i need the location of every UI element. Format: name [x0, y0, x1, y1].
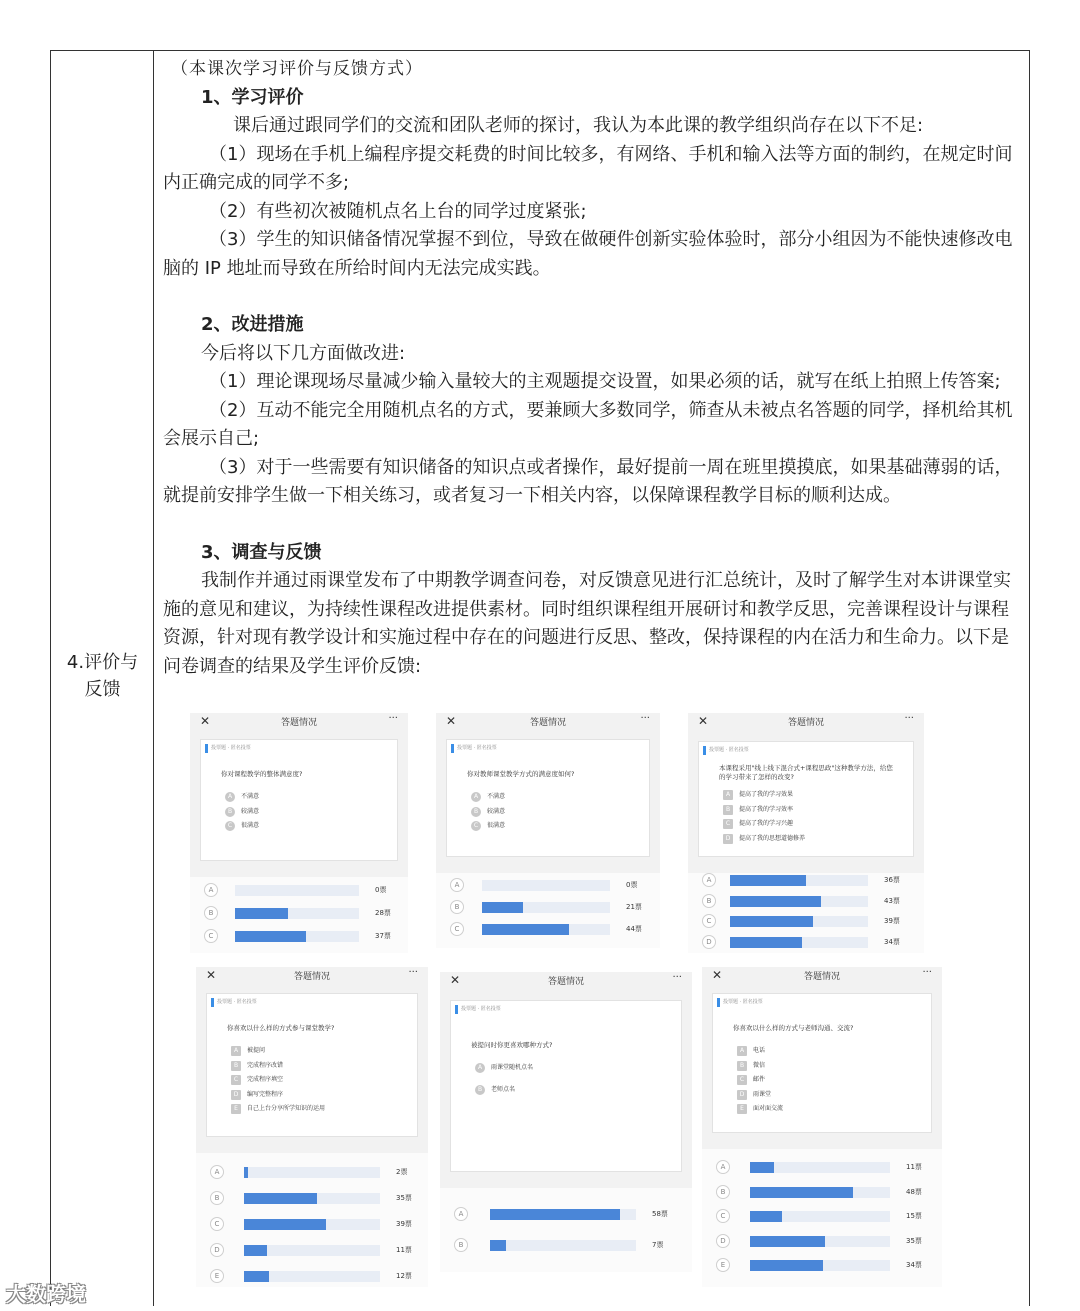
- result-bar-track: [482, 924, 610, 935]
- survey-option: [231, 1104, 325, 1114]
- result-vote-count: 58票: [652, 1210, 668, 1218]
- more-icon[interactable]: ···: [640, 713, 650, 724]
- tag-marker-icon: [211, 998, 214, 1007]
- option-letter-badge: B: [475, 1085, 485, 1095]
- result-bar-track: [235, 931, 359, 942]
- option-label: 面对面交流: [753, 1105, 784, 1112]
- watermark-text: 大数跨境: [6, 1282, 86, 1306]
- result-bar-track: [244, 1219, 380, 1230]
- survey-option: [471, 821, 505, 831]
- survey-option: [225, 807, 259, 817]
- result-row: [702, 935, 918, 949]
- result-vote-count: 35票: [396, 1194, 412, 1202]
- option-letter-badge: C: [723, 819, 733, 829]
- survey-title: 答题情况: [787, 718, 824, 728]
- evaluation-item: （3）学生的知识储备情况掌握不到位，导致在做硬件创新实验体验时，部分小组因为不能快速修改电脑的 IP 地址而导致在所给时间内无法完成实践。: [163, 229, 1013, 279]
- survey-phone-view: [440, 972, 692, 1188]
- content-cell: [163, 55, 1013, 681]
- tag-marker-icon: [717, 998, 720, 1007]
- result-letter: D: [210, 1243, 224, 1257]
- survey-results: [450, 878, 654, 944]
- result-bar-fill: [750, 1187, 853, 1198]
- result-letter: A: [450, 878, 464, 892]
- section-heading-survey: 3、调查与反馈: [201, 541, 322, 563]
- result-letter: A: [702, 873, 716, 887]
- result-letter: B: [702, 894, 716, 908]
- result-letter: C: [450, 922, 464, 936]
- result-vote-count: 34票: [906, 1261, 922, 1269]
- survey-results: [210, 1165, 422, 1295]
- result-row: [716, 1209, 936, 1223]
- result-letter: A: [210, 1165, 224, 1179]
- survey-tag: 投票题 · 匿名投票: [461, 1006, 501, 1012]
- result-bar-track: [730, 896, 868, 907]
- survey-question: 你喜欢以什么样的方式与老师沟通、交流?: [733, 1024, 854, 1032]
- survey-option: [231, 1061, 283, 1071]
- option-letter-badge: A: [737, 1046, 747, 1056]
- option-letter-badge: D: [737, 1090, 747, 1100]
- result-bar-fill: [244, 1245, 267, 1256]
- survey-option: [737, 1090, 771, 1100]
- survey-option: [225, 792, 259, 802]
- result-bar-fill: [244, 1167, 248, 1178]
- survey-tag: 投票题 · 匿名投票: [709, 747, 749, 753]
- survey-option: [723, 819, 793, 829]
- survey-option: [737, 1046, 765, 1056]
- result-bar-track: [730, 916, 868, 927]
- survey-option: [475, 1063, 533, 1073]
- result-vote-count: 39票: [884, 917, 900, 925]
- result-vote-count: 12票: [396, 1272, 412, 1280]
- survey-option: [231, 1075, 283, 1085]
- result-bar-fill: [730, 916, 813, 927]
- tag-marker-icon: [703, 746, 706, 755]
- survey-title: 答题情况: [803, 972, 840, 982]
- survey-topbar: [436, 713, 660, 731]
- survey-phone-view: [190, 713, 408, 877]
- tag-marker-icon: [451, 744, 454, 753]
- survey-question: 你对教师课堂教学方式的满意度如何?: [467, 770, 575, 778]
- result-letter: C: [702, 914, 716, 928]
- survey-title: 答题情况: [529, 718, 566, 728]
- result-letter: C: [716, 1209, 730, 1223]
- result-row: [702, 914, 918, 928]
- close-icon[interactable]: ✕: [200, 714, 211, 728]
- survey-option: [231, 1090, 283, 1100]
- option-label: 雨课堂随机点名: [491, 1064, 534, 1071]
- more-icon[interactable]: ···: [904, 713, 914, 724]
- result-vote-count: 2票: [396, 1168, 408, 1176]
- survey-option: [737, 1104, 783, 1114]
- result-letter: C: [210, 1217, 224, 1231]
- survey-title: 答题情况: [293, 972, 330, 982]
- option-label: 老师点名: [491, 1086, 516, 1093]
- more-icon[interactable]: ···: [672, 972, 682, 983]
- survey-phone-view: [196, 967, 428, 1153]
- option-letter-badge: B: [723, 805, 733, 815]
- result-bar-fill: [490, 1209, 620, 1220]
- improvement-intro: 今后将以下几方面做改进:: [201, 342, 406, 364]
- survey-question: 你喜欢以什么样的方式参与课堂教学?: [227, 1024, 335, 1032]
- result-vote-count: 36票: [884, 876, 900, 884]
- result-bar-track: [750, 1236, 890, 1247]
- result-letter: A: [716, 1160, 730, 1174]
- survey-title: 答题情况: [280, 718, 317, 728]
- section-heading-improvement: 2、改进措施: [201, 314, 304, 335]
- result-letter: D: [716, 1234, 730, 1248]
- option-letter-badge: B: [471, 807, 481, 817]
- close-icon[interactable]: ✕: [712, 968, 723, 982]
- option-letter-badge: A: [225, 792, 235, 802]
- option-letter-badge: A: [231, 1046, 241, 1056]
- result-bar-track: [750, 1260, 890, 1271]
- survey-tag: 投票题 · 匿名投票: [457, 745, 497, 751]
- option-letter-badge: E: [737, 1104, 747, 1114]
- result-bar-track: [244, 1193, 380, 1204]
- option-label: 雨课堂: [753, 1090, 772, 1098]
- result-bar-fill: [490, 1240, 506, 1251]
- survey-tag: 投票题 · 匿名投票: [723, 999, 763, 1005]
- evaluation-intro: 课后通过跟同学们的交流和团队老师的探讨，我认为本此课的教学组织尚存在以下不足:: [233, 115, 924, 136]
- result-row: [204, 883, 402, 897]
- result-row: [716, 1258, 936, 1272]
- result-bar-fill: [244, 1193, 317, 1204]
- result-bar-fill: [750, 1162, 774, 1173]
- result-vote-count: 0票: [626, 881, 638, 889]
- result-row: [210, 1243, 422, 1257]
- result-letter: B: [210, 1191, 224, 1205]
- option-label: 提高了我的学习效率: [739, 805, 794, 813]
- option-label: 微信: [753, 1061, 766, 1069]
- survey-option: [471, 792, 505, 802]
- option-letter-badge: D: [231, 1090, 241, 1100]
- option-letter-badge: C: [225, 821, 235, 831]
- result-vote-count: 35票: [906, 1236, 922, 1245]
- survey-topbar: [702, 967, 942, 985]
- survey-results: [204, 883, 402, 952]
- survey-question: 被提问时你更喜欢哪种方式?: [471, 1041, 553, 1049]
- survey-screenshot: [702, 967, 942, 1287]
- survey-screenshot: [190, 713, 408, 953]
- result-row: [204, 906, 402, 920]
- survey-phone-view: [436, 713, 660, 873]
- option-letter-badge: A: [475, 1063, 485, 1073]
- option-letter-badge: C: [471, 821, 481, 831]
- result-bar-track: [244, 1245, 380, 1256]
- result-bar-track: [750, 1162, 890, 1173]
- survey-question-card: [446, 739, 650, 857]
- result-bar-track: [482, 902, 610, 913]
- survey-option: [471, 807, 505, 817]
- close-icon[interactable]: ✕: [206, 968, 217, 982]
- result-bar-fill: [235, 931, 306, 942]
- survey-option: [737, 1061, 765, 1071]
- result-row: [702, 873, 918, 887]
- survey-body: 我制作并通过雨课堂发布了中期教学调查问卷，对反馈意见进行汇总统计，及时了解学生对本讲课堂实施的意见和建议，为持续性课程改进提供素材。同时组织课程组开展研讨和教学反思，完善课程设计与课程资源，针对现有教学设计和实施过程中存在的问题进行反思、整改，保持课程的内在活力和生命力。以下是问卷调查的结果及学生评价反馈:: [163, 570, 1011, 677]
- result-row: [450, 878, 654, 892]
- option-label: 提高了我的学习兴趣: [739, 820, 794, 827]
- result-bar-track: [235, 908, 359, 919]
- option-letter-badge: B: [737, 1061, 747, 1071]
- result-vote-count: 0票: [375, 886, 387, 894]
- option-label: 很满意: [487, 822, 506, 829]
- result-bar-track: [244, 1271, 380, 1282]
- survey-screenshot: [196, 967, 428, 1287]
- option-letter-badge: E: [231, 1104, 241, 1114]
- option-label: 较满意: [487, 807, 506, 815]
- survey-topbar: [688, 713, 924, 731]
- tag-marker-icon: [205, 744, 208, 753]
- result-vote-count: 15票: [906, 1212, 922, 1220]
- option-label: 编写完整程序: [247, 1090, 284, 1098]
- survey-topbar: [440, 972, 692, 990]
- result-vote-count: 28票: [375, 909, 391, 917]
- more-icon[interactable]: ···: [922, 967, 932, 978]
- option-letter-badge: A: [723, 790, 733, 800]
- result-vote-count: 34票: [884, 937, 900, 946]
- result-bar-track: [750, 1187, 890, 1198]
- survey-question-card: [200, 739, 398, 861]
- survey-option: [225, 821, 259, 831]
- survey-screenshot: [440, 972, 692, 1272]
- more-icon[interactable]: ···: [388, 713, 398, 724]
- result-bar-fill: [730, 937, 802, 948]
- option-label: 不满意: [487, 793, 506, 800]
- improvement-item: （2）互动不能完全用随机点名的方式，要兼顾大多数同学，筛查从未被点名答题的同学，择机给其机会展示自己;: [163, 399, 1013, 449]
- result-vote-count: 7票: [652, 1241, 664, 1249]
- survey-option: [475, 1085, 515, 1095]
- result-vote-count: 21票: [626, 903, 642, 911]
- result-bar-track: [730, 875, 868, 886]
- result-letter: B: [204, 906, 218, 920]
- option-label: 自己上台分享所学知识的运用: [247, 1105, 326, 1112]
- survey-option: [737, 1075, 765, 1085]
- result-bar-fill: [244, 1271, 269, 1282]
- result-bar-fill: [730, 875, 806, 886]
- result-letter: D: [702, 935, 716, 949]
- result-bar-fill: [482, 924, 569, 935]
- survey-question: 你对课程教学的整体满意度?: [221, 770, 303, 778]
- option-label: 不满意: [241, 793, 260, 800]
- survey-option: [231, 1046, 265, 1056]
- close-icon[interactable]: ✕: [698, 714, 709, 728]
- option-letter-badge: A: [471, 792, 481, 802]
- option-label: 电话: [753, 1047, 766, 1054]
- close-icon[interactable]: ✕: [450, 973, 461, 987]
- result-vote-count: 37票: [375, 932, 391, 940]
- survey-tag: 投票题 · 匿名投票: [217, 999, 257, 1005]
- caption: （本课次学习评价与反馈方式）: [171, 59, 423, 79]
- tag-marker-icon: [455, 1005, 458, 1014]
- survey-title: 答题情况: [547, 977, 584, 987]
- survey-results: [702, 873, 918, 955]
- option-label: 很满意: [241, 822, 260, 829]
- result-row: [210, 1269, 422, 1283]
- result-bar-fill: [750, 1236, 825, 1247]
- result-bar-track: [235, 885, 359, 896]
- survey-option: [723, 790, 793, 800]
- survey-question-card: [712, 993, 932, 1133]
- result-vote-count: 11票: [396, 1246, 412, 1254]
- option-label: 提高了我的思想道德修养: [739, 834, 806, 842]
- result-letter: E: [716, 1258, 730, 1272]
- evaluation-item: （2）有些初次被随机点名上台的同学过度紧张;: [209, 200, 587, 222]
- survey-screenshot: [436, 713, 660, 948]
- option-letter-badge: C: [737, 1075, 747, 1085]
- result-bar-track: [750, 1211, 890, 1222]
- result-letter: E: [210, 1269, 224, 1283]
- result-bar-fill: [750, 1211, 782, 1222]
- survey-screenshot: [688, 713, 924, 953]
- result-row: [702, 894, 918, 908]
- result-letter: A: [454, 1207, 468, 1221]
- option-label: 提高了我的学习效果: [739, 791, 794, 798]
- section-heading-evaluation: 1、学习评价: [201, 86, 304, 108]
- row-label-line2: 反馈: [84, 679, 121, 700]
- result-letter: A: [204, 883, 218, 897]
- improvement-item: （1）理论课现场尽量减少输入量较大的主观题提交设置，如果必须的话，就写在纸上拍照上传答案;: [209, 371, 1001, 392]
- survey-phone-view: [702, 967, 942, 1149]
- option-letter-badge: B: [225, 807, 235, 817]
- survey-question-card: [698, 741, 914, 857]
- result-row: [210, 1191, 422, 1205]
- survey-topbar: [196, 967, 428, 985]
- result-row: [454, 1207, 686, 1221]
- result-row: [716, 1234, 936, 1248]
- row-label: [51, 649, 154, 703]
- result-bar-track: [482, 880, 610, 891]
- survey-question-card: [450, 1000, 682, 1172]
- survey-results: [454, 1207, 686, 1269]
- row-label-cell: [51, 51, 154, 1306]
- option-label: 被提问: [247, 1047, 266, 1054]
- result-row: [450, 900, 654, 914]
- option-letter-badge: C: [231, 1075, 241, 1085]
- option-letter-badge: B: [231, 1061, 241, 1071]
- result-row: [454, 1238, 686, 1252]
- result-bar-track: [490, 1209, 636, 1220]
- survey-question: 本课程采用"线上线下混合式+课程思政"这种教学方法，给您的学习带来了怎样的改变?: [719, 764, 893, 781]
- result-row: [210, 1217, 422, 1231]
- result-vote-count: 43票: [884, 896, 900, 905]
- option-label: 较满意: [241, 807, 260, 815]
- watermark-logo: [6, 1278, 86, 1307]
- survey-tag: 投票题 · 匿名投票: [211, 745, 251, 751]
- survey-option: [723, 834, 805, 844]
- close-icon[interactable]: ✕: [446, 714, 457, 728]
- option-label: 完成程序填空: [247, 1076, 284, 1083]
- result-bar-fill: [235, 908, 288, 919]
- survey-topbar: [190, 713, 408, 731]
- result-letter: B: [450, 900, 464, 914]
- evaluation-item: （1）现场在手机上编程序提交耗费的时间比较多，有网络、手机和输入法等方面的制约，在规定时间内正确完成的同学不多;: [163, 143, 1013, 193]
- survey-results: [716, 1160, 936, 1283]
- option-label: 完成程序改错: [247, 1061, 284, 1069]
- result-bar-fill: [244, 1219, 326, 1230]
- option-letter-badge: D: [723, 834, 733, 844]
- survey-question-card: [206, 993, 418, 1137]
- result-vote-count: 11票: [906, 1163, 922, 1171]
- result-bar-fill: [730, 896, 821, 907]
- result-vote-count: 48票: [906, 1187, 922, 1196]
- result-letter: B: [454, 1238, 468, 1252]
- option-label: 邮件: [753, 1076, 766, 1083]
- result-bar-track: [730, 937, 868, 948]
- improvement-item: （3）对于一些需要有知识储备的知识点或者操作，最好提前一周在班里摸摸底，如果基础薄弱的话，就提前安排学生做一下相关练习，或者复习一下相关内容，以保障课程教学目标的顺利达成。: [163, 456, 1013, 506]
- row-label-line1: 4.评价与: [66, 652, 139, 673]
- result-row: [716, 1185, 936, 1199]
- result-vote-count: 39票: [396, 1220, 412, 1228]
- result-bar-track: [244, 1167, 380, 1178]
- more-icon[interactable]: ···: [408, 967, 418, 978]
- survey-phone-view: [688, 713, 924, 873]
- result-bar-fill: [482, 902, 523, 913]
- result-row: [210, 1165, 422, 1179]
- result-bar-track: [490, 1240, 636, 1251]
- survey-option: [723, 805, 793, 815]
- result-row: [716, 1160, 936, 1174]
- result-bar-fill: [750, 1260, 823, 1271]
- result-letter: C: [204, 929, 218, 943]
- result-row: [204, 929, 402, 943]
- result-letter: B: [716, 1185, 730, 1199]
- result-vote-count: 44票: [626, 925, 642, 933]
- result-row: [450, 922, 654, 936]
